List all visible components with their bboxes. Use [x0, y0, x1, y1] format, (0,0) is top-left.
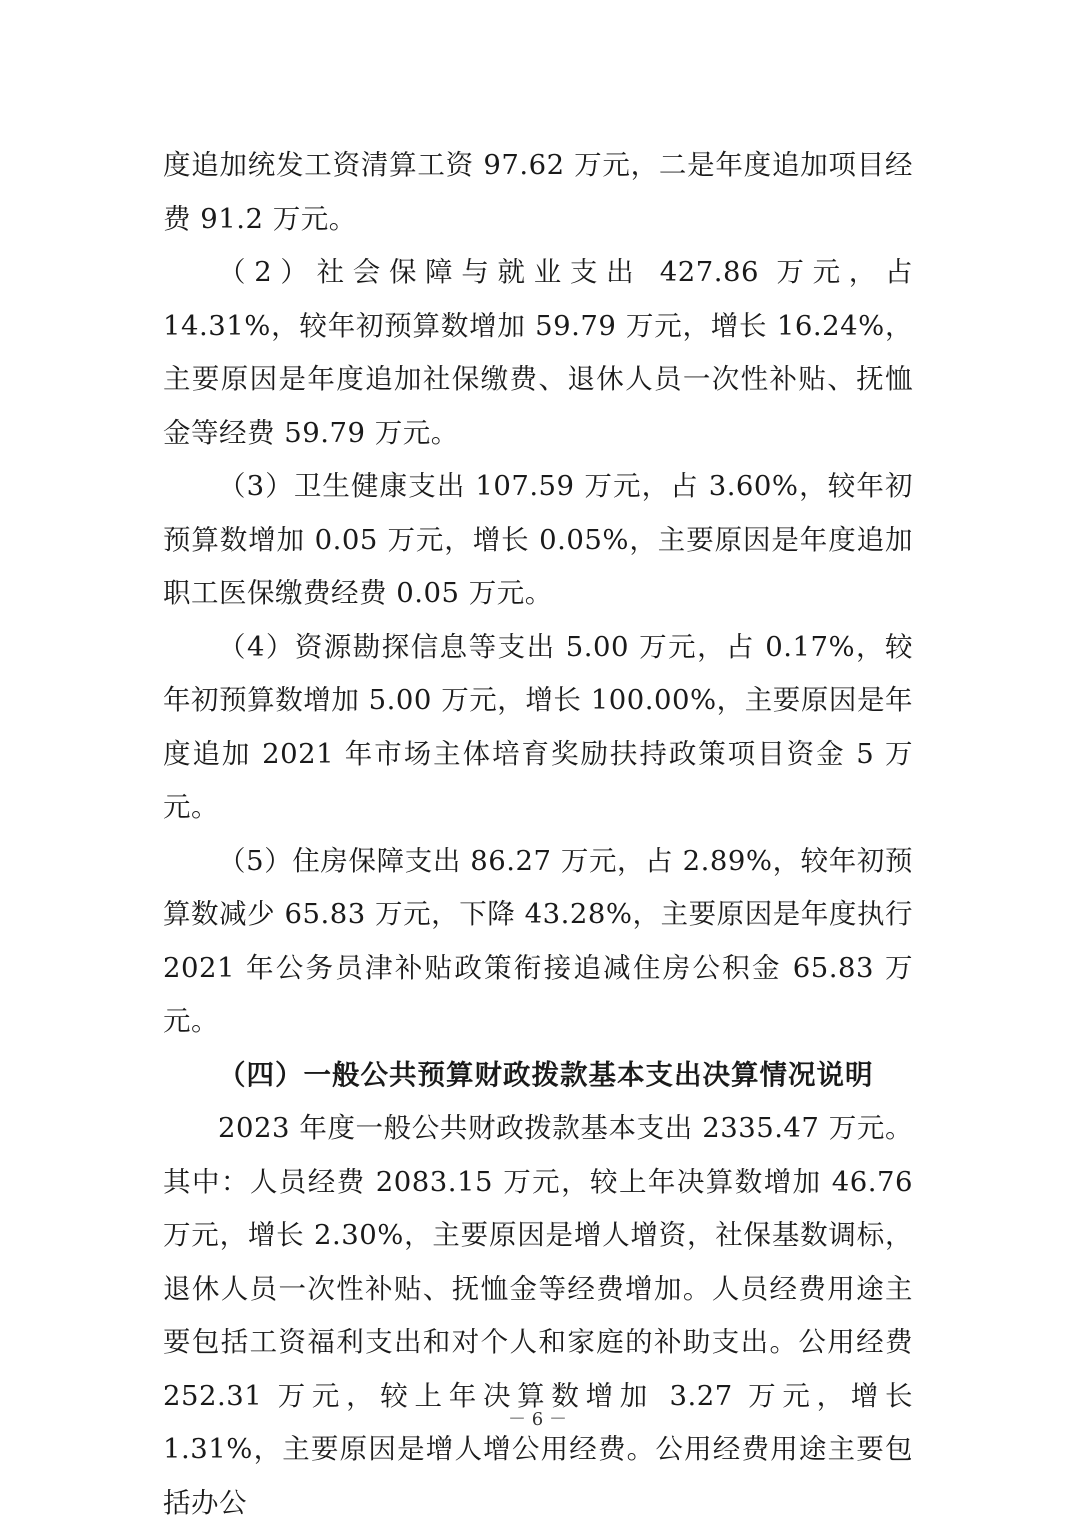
page-number: － 6 － [508, 1409, 567, 1430]
paragraph-health: （3）卫生健康支出 107.59 万元，占 3.60%，较年初预算数增加 0.05 万元，增长 0.05%，主要原因是年度追加职工医保缴费经费 0.05 万元。 [163, 470, 913, 609]
paragraph-housing: （5）住房保障支出 86.27 万元，占 2.89%，较年初预算数减少 65.83 万元，下降 43.28%，主要原因是年度执行 2021 年公务员津补贴政策衔接追减住房公积金 65.83 万元。 [163, 844, 913, 1037]
continued-paragraph: 度追加统发工资清算工资 97.62 万元，二是年度追加项目经费 91.2 万元。 [163, 149, 913, 235]
paragraph-basic-expenditure: 2023 年度一般公共财政拨款基本支出 2335.47 万元。其中：人员经费 2083.15 万元，较上年决算数增加 46.76 万元，增长 2.30%，主要原因是增人增资，社保基数调标，退休人员一次性补贴、抚恤金等经费增加。人员经费用途主要包括工资福利支出和对个人和家庭的补助支出。公用经费 252.31 万元，较上年决算数增加 3.27 万元，增长 1.31%，主要原因是增人增公用经费。公用经费用途主要包括办公 [163, 1112, 913, 1519]
paragraph-resource-exploration: （4）资源勘探信息等支出 5.00 万元，占 0.17%，较年初预算数增加 5.00 万元，增长 100.00%，主要原因是年度追加 2021 年市场主体培育奖励扶持政策项目资金 5 万元。 [163, 630, 913, 823]
paragraph-social-security: （2）社会保障与就业支出 427.86 万元，占 14.31%，较年初预算数增加 59.79 万元，增长 16.24%，主要原因是年度追加社保缴费、退休人员一次性补贴、抚恤金等经费 59.79 万元。 [163, 256, 913, 449]
section-heading: （四）一般公共预算财政拨款基本支出决算情况说明 [218, 1058, 874, 1091]
document-body [163, 139, 913, 1530]
